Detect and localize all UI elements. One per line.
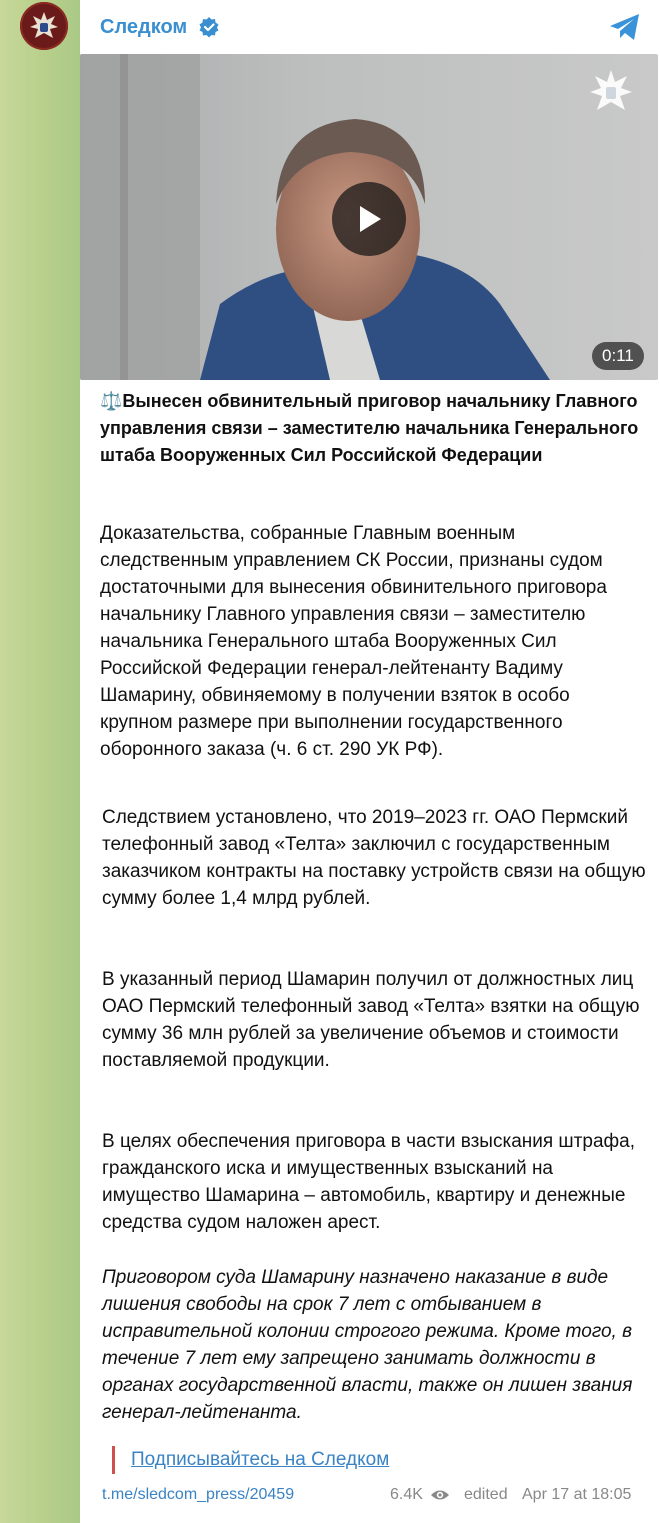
play-button[interactable]	[332, 182, 406, 256]
subscribe-quote	[112, 1446, 389, 1474]
post-paragraph: В указанный период Шамарин получил от должностных лиц ОАО Пермский телефонный завод «Телта» взятки на общую сумму 36 млн рублей за увеличение объемов и стоимости поставляемой продукции.	[102, 969, 640, 1071]
post-paragraph: В целях обеспечения приговора в части взыскания штрафа, гражданского иска и имущественных взысканий на имущество Шамарина – автомобиль, квартиру и денежные средства судом наложен арест.	[102, 1131, 635, 1233]
message-header	[80, 0, 660, 54]
post-paragraph: Доказательства, собранные Главным военным следственным управлением СК России, признаны судом достаточными для вынесения обвинительного приговора начальнику Главного управления связи – заместителю начальника Генерального штаба Вооруженных Сил Российской Федерации генерал-лейтенанту Вадиму Шамарину, обвиняемому в получении взяток в особо крупном размере при выполнении государственного оборонного заказа (ч. 6 ст. 290 УК РФ).	[100, 523, 607, 760]
post-title	[100, 388, 640, 469]
channel-avatar[interactable]	[20, 2, 68, 50]
video-duration: 0:11	[592, 342, 644, 370]
message-footer	[102, 1484, 642, 1508]
post-paragraph-italic: Приговором суда Шамарину назначено наказание в виде лишения свободы на срок 7 лет с отбыванием в исправительной колонии строгого режима. Кроме того, в течение 7 лет ему запрещено занимать должности в органах государственной власти, также он лишен звания генерал-лейтенанта.	[102, 1267, 633, 1423]
sledcom-emblem-icon	[588, 68, 634, 118]
sledcom-emblem-icon	[29, 10, 59, 42]
play-icon	[354, 203, 384, 235]
scales-icon: ⚖️	[100, 391, 123, 411]
channel-name[interactable]: Следком	[100, 16, 188, 38]
verified-badge-icon	[198, 16, 220, 38]
message-card	[80, 0, 660, 1523]
edited-label: edited	[464, 1486, 508, 1503]
subscribe-link[interactable]: Подписывайтесь на Следком	[131, 1449, 390, 1470]
post-link[interactable]: t.me/sledcom_press/20459	[102, 1486, 295, 1503]
post-date: Apr 17 at 18:05	[522, 1486, 632, 1503]
eye-icon	[430, 1486, 450, 1504]
view-count: 6.4K	[390, 1486, 423, 1503]
post-title-text: Вынесен обвинительный приговор начальнику Главного управления связи – заместителю начальника Генерального штаба Вооруженных Сил Российской Федерации	[100, 391, 639, 465]
telegram-share-icon[interactable]	[608, 12, 642, 42]
post-paragraph: Следствием установлено, что 2019–2023 гг. ОАО Пермский телефонный завод «Телта» заключил с государственным заказчиком контракты на поставку устройств связи на общую сумму более 1,4 млрд рублей.	[102, 807, 646, 909]
video-preview[interactable]	[80, 54, 658, 380]
